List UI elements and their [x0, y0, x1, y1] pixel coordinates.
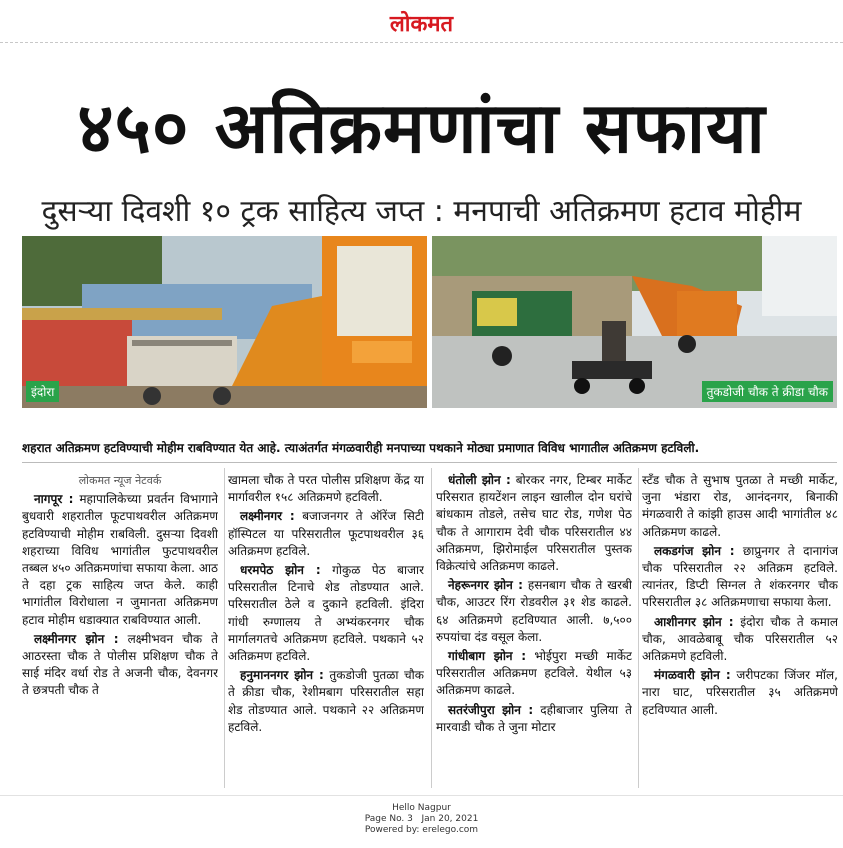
paragraph-label: गांधीबाग झोन : — [448, 649, 527, 664]
paragraph-text: तुकडोजी पुतळा चौक ते क्रीडा चौक, रेशीमबाग परिसरातील सहा शेड तोडण्यात आले. पथकाने २२ अतिक्रमण हटविले. — [228, 668, 424, 734]
paragraph-text: दहीबाजार पुलिया ते मारवाडी चौक ते जुना मोटार — [436, 702, 632, 734]
column-divider — [638, 468, 639, 788]
page-number: Page No. 3 — [364, 814, 413, 824]
paragraph-text: भोईपुरा मच्छी मार्केट परिसरातील अतिक्रमण हटविले. येथील ५३ अतिक्रमण काढले. — [436, 649, 632, 698]
paragraph-text: गोकुळ पेठ बाजार परिसरातील टिनाचे शेड तोडण्यात आले. परिसरातील ठेले व दुकाने हटविली. इंदिरा गांधी रुग्णालय ते अभ्यंकरनगर चौक मार्गालगतचे अतिक्रमण हटविले. पथकाने ५२ अतिक्रमण हटविले. — [228, 563, 424, 664]
paragraph — [22, 491, 218, 629]
issue-date: Jan 20, 2021 — [421, 814, 479, 824]
paragraph-text: बोरकर नगर, टिम्बर मार्केट परिसरात हायटेंशन लाइन खालील दोन घरांचे बांधकाम तोडले, तसेच घाट रोड, गणेश पेठ चौक ते आगाराम देवी चौक परिसरातील ४४ अतिक्रमण, झिरोमाईल परिसरातील पुस्तक विक्रेत्यांचे अतिक्रमण काढले. — [436, 473, 632, 574]
byline: लोकमत न्यूज नेटवर्क — [78, 474, 162, 487]
article-column-2 — [228, 472, 424, 792]
paragraph — [22, 631, 218, 700]
paragraph-label: नेहरूनगर झोन : — [448, 578, 523, 593]
photo-indora-image — [22, 236, 427, 408]
caption-divider — [22, 462, 837, 463]
paragraph-label: धंतोली झोन : — [448, 473, 511, 487]
paragraph-text: खामला चौक ते परत पोलीस प्रशिक्षण केंद्र या मार्गावरील १५८ अतिक्रमणे हटविली. — [228, 473, 424, 505]
paragraph-text: बजाजनगर ते ऑरेंज सिटी हॉस्पिटल या परिसरातील फूटपाथवरील ३६ अतिक्रमण हटविले. — [228, 509, 424, 558]
photo-tukdoji-chowk — [432, 236, 837, 408]
paragraph-label: आशीनगर झोन : — [654, 614, 734, 629]
paragraph-label: लक्ष्मीनगर झोन : — [34, 631, 119, 646]
paragraph-label: मंगळवारी झोन : — [654, 668, 731, 683]
newspaper-logo: लोकमत — [389, 11, 454, 37]
paragraph — [436, 648, 632, 700]
paragraph — [228, 562, 424, 665]
article-subheadline: दुसऱ्या दिवशी १० ट्रक साहित्य जप्त : मनपाची अतिक्रमण हटाव मोहीम — [41, 194, 802, 229]
edition-name: Hello Nagpur — [392, 803, 451, 813]
paragraph-text: स्टँड चौक ते सुभाष पुतळा ते मच्छी मार्केट, जुना भंडारा रोड, आनंदनगर, बिनाकी मंगळवारी ते कांझी हाउस आदी भागांतील ४८ अतिक्रमण काढले. — [642, 473, 838, 539]
paragraph-text: छाप्रुनगर ते दानागंज चौक परिसरातील २२ अतिक्रम हटविले. त्यानंतर, डिप्टी सिग्नल ते शंकरनगर चौक परिसरातील ३८ अतिक्रमणाचा सफाया केला. — [642, 543, 838, 610]
paragraph — [436, 472, 632, 575]
page-info — [0, 814, 843, 825]
paragraph-text: इंदोरा चौक ते कमाल चौक, आवळेबाबू चौक परिसरातील ५२ अतिक्रमणे हटविली. — [642, 614, 838, 664]
article-headline: ४५० अतिक्रमणांचा सफाया — [77, 87, 766, 169]
paragraph-text: लक्ष्मीभवन चौक ते आठरस्ता चौक ते पोलीस प्रशिक्षण चौक ते साई मंदिर वर्धा रोड ते अजनी चौक, देवनगर ते छत्रपती चौक ते — [22, 631, 218, 698]
paragraph-text: महापालिकेच्या प्रवर्तन विभागाने बुधवारी शहरातील फूटपाथवरील अतिक्रमण हटविण्याची मोहीम राबविली. दुसऱ्या दिवशी शहराच्या विविध भागांतील फुटपाथवरील तब्बल ४५० अतिक्रमणांचा सफाया केला. आठ ते दहा ट्रक साहित्य जप्त केले. काही भागांतील विरोधाला न जुमानता अतिक्रमण हटाव मोहीम धडाक्यात राबविण्यात आली. — [22, 492, 218, 627]
photo-indora — [22, 236, 427, 408]
paragraph — [642, 543, 838, 612]
column-divider — [431, 468, 432, 788]
paragraph — [228, 508, 424, 560]
paragraph — [228, 472, 424, 506]
paragraph-label: नागपूर : — [34, 492, 74, 507]
paragraph — [642, 667, 838, 719]
photo-location-tag: इंदोरा — [26, 381, 59, 402]
paragraph — [436, 702, 632, 736]
footer-divider — [0, 795, 843, 796]
photo-location-tag: तुकडोजी चौक ते क्रीडा चौक — [702, 381, 833, 402]
paragraph — [642, 614, 838, 666]
powered-by: Powered by: erelego.com — [364, 825, 479, 835]
page-footer — [0, 803, 843, 836]
paragraph — [436, 577, 632, 646]
article-column-1 — [22, 472, 218, 792]
photo-caption: शहरात अतिक्रमण हटविण्याची मोहीम राबविण्यात येत आहे. त्याअंतर्गत मंगळवारीही मनपाच्या पथकाने मोठ्या प्रमाणात विविध भागातील अतिक्रमण हटविली. — [22, 441, 700, 455]
paragraph-label: हनुमाननगर झोन : — [240, 668, 324, 683]
paragraph-label: धरमपेठ झोन : — [240, 563, 321, 578]
paragraph-label: लकडगंज झोन : — [654, 543, 735, 558]
column-divider — [224, 468, 225, 788]
paragraph — [642, 472, 838, 541]
paragraph-label: लक्ष्मीनगर : — [240, 509, 295, 524]
paragraph — [228, 667, 424, 736]
top-divider — [0, 42, 843, 43]
paragraph-text: हसनबाग चौक ते खरबी चौक, आउटर रिंग रोडवरील ३१ शेड काढले. ६४ अतिक्रमणे हटविण्यात आली. ७,५०० रुपयांचा दंड वसूल केला. — [436, 578, 632, 644]
article-column-3 — [436, 472, 632, 792]
article-column-4 — [642, 472, 838, 792]
paragraph-label: सतरंजीपुरा झोन : — [448, 702, 534, 717]
paragraph-text: जरीपटका जिंजर मॉल, नारा घाट, परिसरातील ३५ अतिक्रमणे हटविण्यात आली. — [642, 668, 838, 717]
